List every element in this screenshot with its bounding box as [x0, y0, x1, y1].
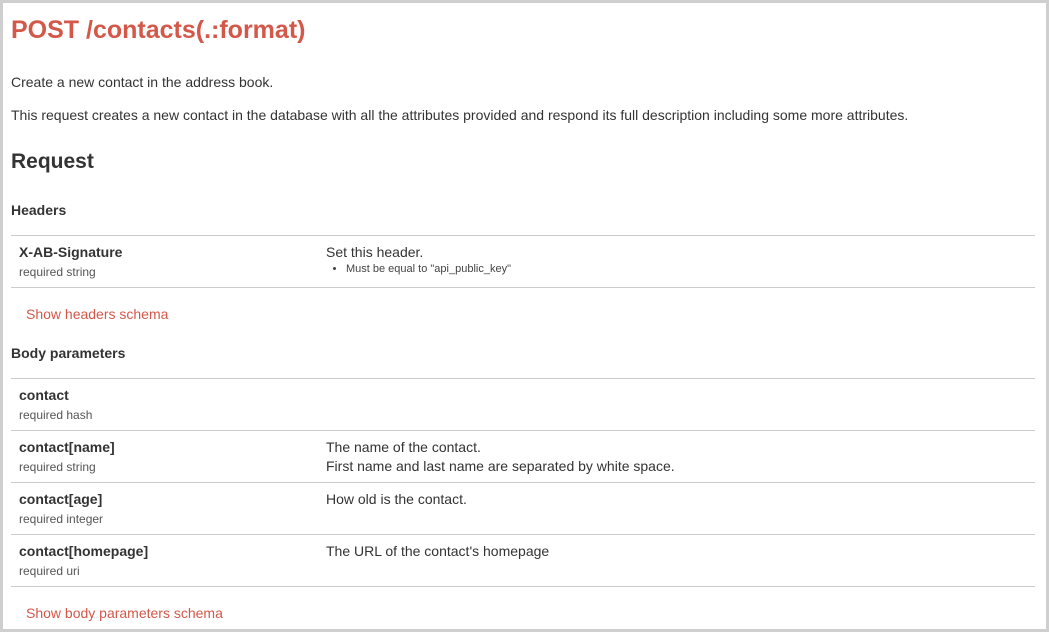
- param-type: required string: [19, 460, 96, 474]
- param-description-line: The URL of the contact's homepage: [326, 543, 550, 559]
- param-type: required integer: [19, 512, 104, 526]
- table-row: [11, 236, 1035, 288]
- page-title: POST /contacts(.:format): [11, 16, 306, 44]
- param-description: [326, 438, 675, 476]
- endpoint-summary: Create a new contact in the address book.: [11, 74, 274, 90]
- endpoint-description: This request creates a new contact in the database with all the attributes provided and respond its full description including some more attributes.: [11, 107, 909, 123]
- param-description-line: The name of the contact.: [326, 439, 481, 455]
- param-description: [326, 490, 467, 509]
- table-row: [11, 483, 1035, 535]
- param-description-line: How old is the contact.: [326, 491, 467, 507]
- param-type: required hash: [19, 408, 93, 422]
- param-name: X-AB-Signature: [19, 244, 123, 260]
- body-parameters-table: [11, 378, 1035, 587]
- param-name: contact[age]: [19, 491, 103, 507]
- param-name: contact: [19, 387, 69, 403]
- headers-heading: Headers: [11, 202, 67, 218]
- table-row: [11, 379, 1035, 431]
- param-type: required string: [19, 265, 96, 279]
- request-heading: Request: [11, 150, 94, 173]
- headers-table: [11, 235, 1035, 288]
- param-name: contact[name]: [19, 439, 115, 455]
- param-type: required uri: [19, 564, 80, 578]
- param-rule: • Must be equal to "api_public_key": [346, 263, 511, 275]
- body-parameters-heading: Body parameters: [11, 345, 126, 361]
- param-description: [326, 542, 549, 561]
- show-body-parameters-schema-link[interactable]: Show body parameters schema: [26, 605, 223, 621]
- param-description-line: First name and last name are separated by white space.: [326, 458, 675, 474]
- table-row: [11, 535, 1035, 587]
- param-name: contact[homepage]: [19, 543, 149, 559]
- table-row: [11, 431, 1035, 483]
- show-headers-schema-link[interactable]: Show headers schema: [26, 306, 169, 322]
- param-rules-list: [326, 263, 511, 275]
- param-description: Set this header.: [326, 244, 424, 260]
